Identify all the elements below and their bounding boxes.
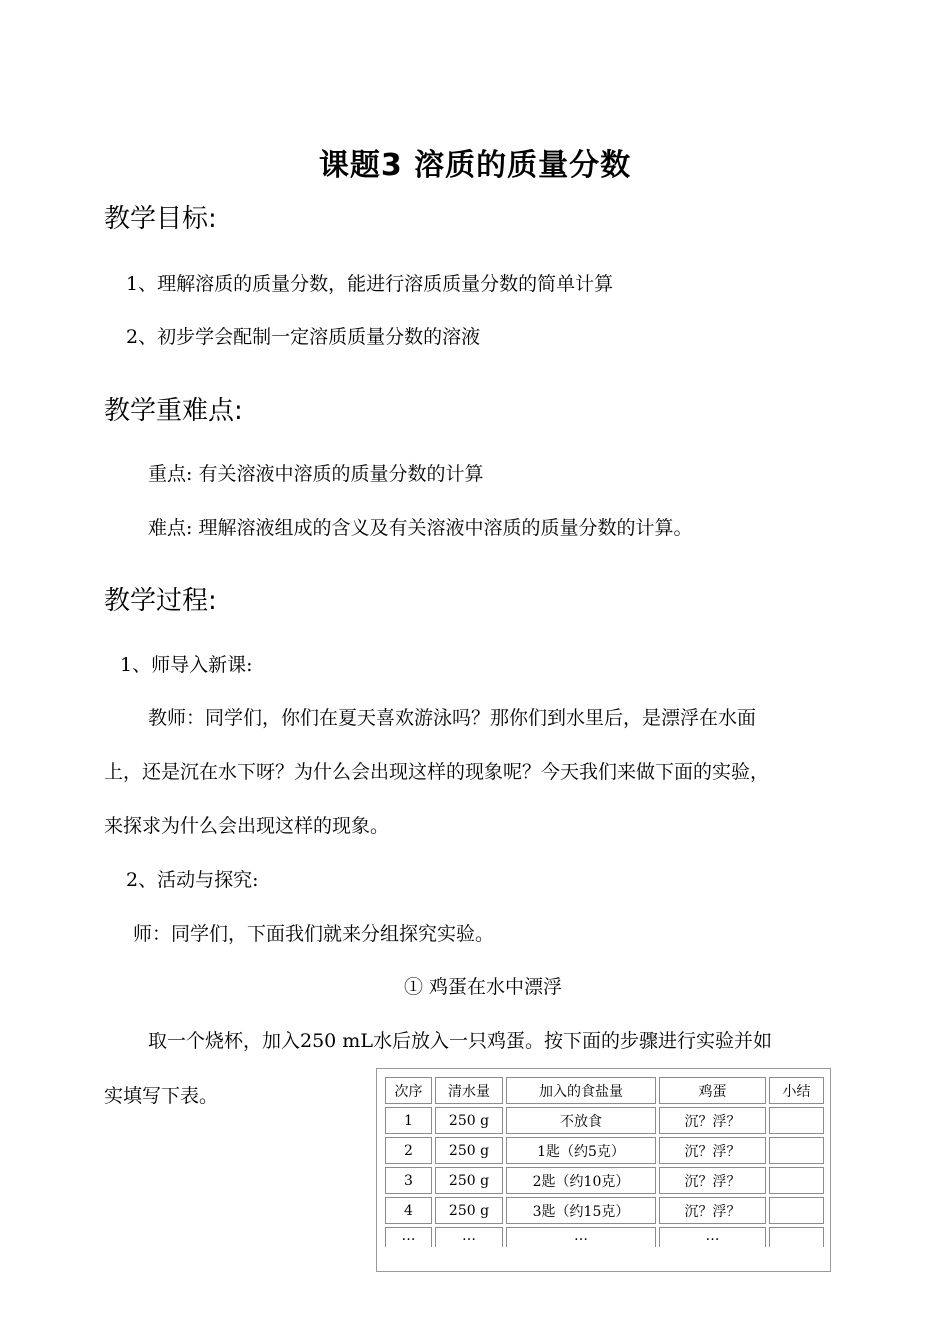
table-row: [385, 1197, 824, 1224]
table-header-cell: 次序: [385, 1077, 432, 1104]
table-cell: [769, 1227, 824, 1247]
teacher-paragraph-line-2: 上，还是沉在水下呀？为什么会出现这样的现象呢？今天我们来做下面的实验，: [104, 761, 770, 783]
teacher-instruction: 师：同学们，下面我们就来分组探究实验。: [133, 923, 495, 945]
difficulty-text: 难点: 理解溶液组成的含义及有关溶液中溶质的质量分数的计算。: [148, 517, 693, 539]
objective-item-1: 1、理解溶质的质量分数，能进行溶质质量分数的简单计算: [126, 273, 614, 295]
table-header-cell: 清水量: [435, 1077, 503, 1104]
table-cell: 沉？浮？: [659, 1167, 766, 1194]
table-cell: [769, 1107, 824, 1134]
objective-item-2: 2、初步学会配制一定溶质质量分数的溶液: [126, 326, 481, 348]
table-cell: 沉？浮？: [659, 1197, 766, 1224]
table-cell: 250 g: [435, 1107, 503, 1134]
table-header-cell: 小结: [769, 1077, 824, 1104]
table-header-cell: 鸡蛋: [659, 1077, 766, 1104]
instruction-line-2: 实填写下表。: [104, 1085, 219, 1107]
table-header-cell: 加入的食盐量: [506, 1077, 656, 1104]
focus-text: 重点: 有关溶液中溶质的质量分数的计算: [148, 463, 484, 485]
process-heading: 教学过程:: [104, 586, 217, 616]
teacher-paragraph-line-1: 教师：同学们，你们在夏天喜欢游泳吗？那你们到水里后，是漂浮在水面: [148, 707, 757, 729]
objectives-heading: 教学目标:: [104, 204, 217, 234]
table-cell: …: [659, 1227, 766, 1247]
experiment-table: [376, 1068, 831, 1272]
key-points-heading: 教学重难点:: [104, 396, 243, 426]
table-cell: …: [385, 1227, 432, 1247]
table-cell: 2匙（约10克）: [506, 1167, 656, 1194]
table-cell: 1: [385, 1107, 432, 1134]
table-cell: 250 g: [435, 1167, 503, 1194]
table-row: [385, 1137, 824, 1164]
table-cell: 1匙（约5克）: [506, 1137, 656, 1164]
table-cell: 3: [385, 1167, 432, 1194]
table-cell: [769, 1197, 824, 1224]
experiment-title: ① 鸡蛋在水中漂浮: [404, 976, 563, 998]
table-cell: 250 g: [435, 1137, 503, 1164]
table-cell: [769, 1167, 824, 1194]
table-cell: 250 g: [435, 1197, 503, 1224]
table-cell: 不放食: [506, 1107, 656, 1134]
table-header-row: [385, 1077, 824, 1104]
table-cell: 沉？浮？: [659, 1107, 766, 1134]
teacher-paragraph-line-3: 来探求为什么会出现这样的现象。: [104, 815, 390, 837]
table-row: [385, 1107, 824, 1134]
table-cell: 3匙（约15克）: [506, 1197, 656, 1224]
table-cell: [769, 1137, 824, 1164]
table-cell: …: [435, 1227, 503, 1247]
table-cell: 4: [385, 1197, 432, 1224]
step-2-heading: 2、活动与探究:: [126, 869, 259, 891]
page-title: 课题3 溶质的质量分数: [318, 148, 632, 183]
table-row: [385, 1167, 824, 1194]
table-cell: 2: [385, 1137, 432, 1164]
table-cell: …: [506, 1227, 656, 1247]
instruction-line-1: 取一个烧杯，加入250 mL水后放入一只鸡蛋。按下面的步骤进行实验并如: [148, 1030, 772, 1052]
step-1-heading: 1、师导入新课:: [120, 654, 253, 676]
table-cell: 沉？浮？: [659, 1137, 766, 1164]
table-row: [385, 1227, 824, 1247]
